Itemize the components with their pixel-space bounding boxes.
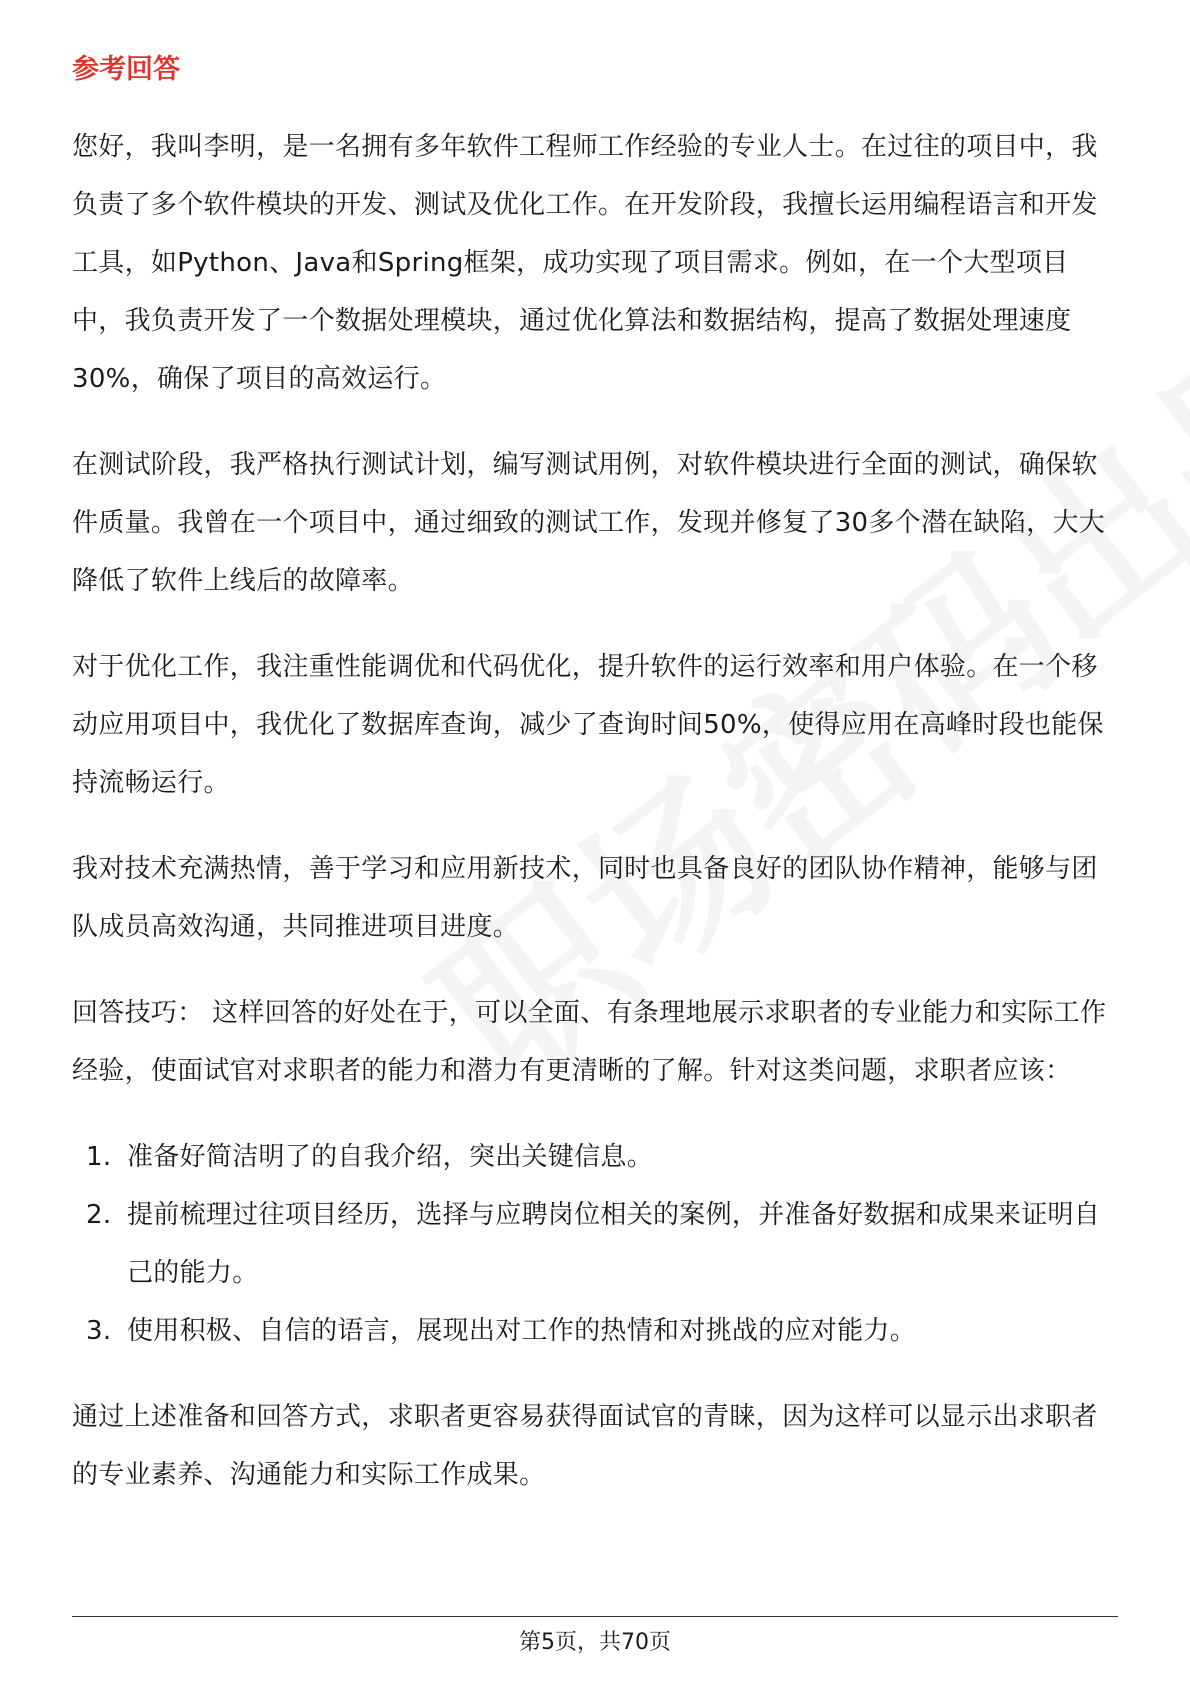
answer-paragraph-optimization: 对于优化工作，我注重性能调优和代码优化，提升软件的运行效率和用户体验。在一个移动应用项目中，我优化了数据库查询，减少了查询时间50%，使得应用在高峰时段也能保持流畅运行。 [72, 652, 1104, 798]
list-item-number: 2. [86, 1200, 112, 1230]
list-item-text: 使用积极、自信的语言，展现出对工作的热情和对挑战的应对能力。 [127, 1316, 917, 1346]
list-item [72, 1186, 1118, 1302]
list-item-text: 提前梳理过往项目经历，选择与应聘岗位相关的案例，并准备好数据和成果来证明自己的能力。 [127, 1200, 1101, 1288]
list-item-number: 1. [86, 1142, 112, 1172]
list-item [72, 1128, 1118, 1186]
list-item-text: 准备好简洁明了的自我介绍，突出关键信息。 [127, 1142, 654, 1172]
page-number: 第5页，共70页 [519, 1630, 671, 1655]
closing-paragraph: 通过上述准备和回答方式，求职者更容易获得面试官的青睐，因为这样可以显示出求职者的专业素养、沟通能力和实际工作成果。 [72, 1402, 1098, 1490]
answer-paragraph-intro: 您好，我叫李明，是一名拥有多年软件工程师工作经验的专业人士。在过往的项目中，我负责了多个软件模块的开发、测试及优化工作。在开发阶段，我擅长运用编程语言和开发工具，如Python、Java和Spring框架，成功实现了项目需求。例如，在一个大型项目中，我负责开发了一个数据处理模块，通过优化算法和数据结构，提高了数据处理速度30%，确保了项目的高效运行。 [72, 132, 1098, 394]
answer-paragraph-teamwork: 我对技术充满热情，善于学习和应用新技术，同时也具备良好的团队协作精神，能够与团队成员高效沟通，共同推进项目进度。 [72, 854, 1098, 942]
list-item [72, 1302, 1118, 1360]
page-content [72, 48, 1118, 1532]
section-title: 参考回答 [72, 54, 180, 85]
answer-paragraph-testing: 在测试阶段，我严格执行测试计划，编写测试用例，对软件模块进行全面的测试，确保软件质量。我曾在一个项目中，通过细致的测试工作，发现并修复了30多个潜在缺陷，大大降低了软件上线后的故障率。 [72, 450, 1106, 596]
tips-list [72, 1128, 1118, 1360]
footer-divider [72, 1616, 1118, 1617]
list-item-number: 3. [86, 1316, 112, 1346]
answer-tips-intro: 回答技巧： 这样回答的好处在于，可以全面、有条理地展示求职者的专业能力和实际工作经验，使面试官对求职者的能力和潜力有更清晰的了解。针对这类问题，求职者应该： [72, 998, 1107, 1086]
